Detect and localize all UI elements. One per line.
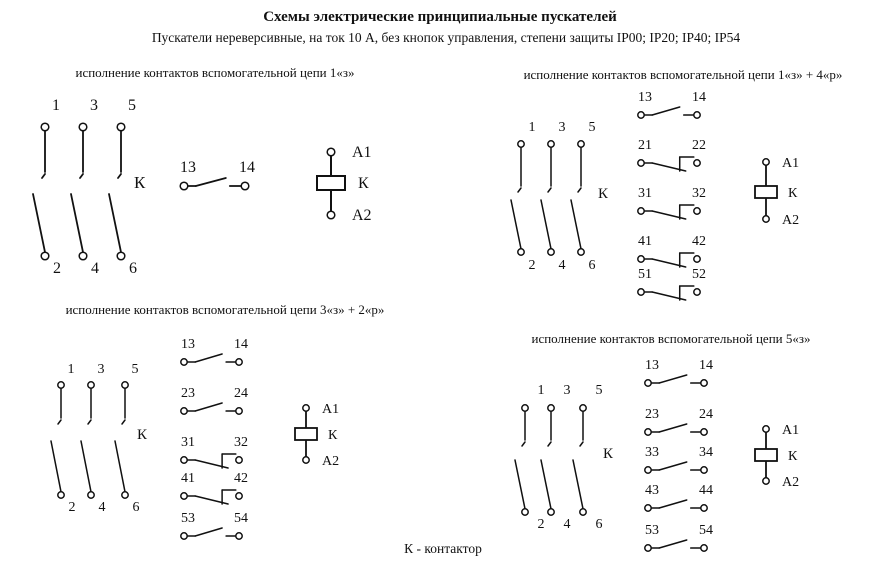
pole-top-number: 3 [90, 97, 98, 114]
aux-no-blade [659, 424, 687, 432]
pole-top-number: 3 [563, 383, 571, 398]
variant-2-caption: исполнение контактов вспомогательной цепи 1«з» + 4«р» [523, 67, 843, 82]
pole-moving-blade [115, 441, 125, 492]
pole-top-number: 1 [67, 362, 75, 377]
terminal [645, 505, 651, 511]
coil-label-a2: А2 [322, 454, 340, 469]
coil-label-k: К [788, 449, 798, 464]
aux-no-blade [659, 540, 687, 548]
pole-moving-blade [571, 200, 581, 249]
variant-2-scheme [511, 90, 799, 300]
terminal [236, 359, 242, 365]
aux-right-number: 54 [699, 523, 713, 538]
aux-right-number: 14 [234, 337, 248, 352]
pole-bottom-number: 2 [537, 517, 545, 532]
terminal [236, 533, 242, 539]
pole-top-number: 5 [128, 97, 136, 114]
terminal [117, 252, 125, 260]
coil-label-k: К [358, 175, 369, 192]
aux-left-number: 13 [180, 159, 196, 176]
terminal [638, 289, 644, 295]
terminal [180, 182, 188, 190]
aux-right-number: 42 [692, 234, 706, 249]
aux-left-number: 21 [638, 138, 652, 153]
coil-label-a2: А2 [782, 213, 800, 228]
pole-bottom-number: 6 [129, 260, 137, 277]
terminal [41, 252, 49, 260]
terminal [181, 533, 187, 539]
aux-left-number: 33 [645, 445, 659, 460]
aux-left-number: 51 [638, 267, 652, 282]
aux-right-number: 14 [692, 90, 706, 105]
terminal [645, 380, 651, 386]
coil-label-a2: А2 [782, 475, 800, 490]
terminal [548, 249, 554, 255]
terminal [580, 509, 586, 515]
terminal [701, 467, 707, 473]
terminal [58, 382, 64, 388]
aux-right-number: 42 [234, 471, 248, 486]
contactor-label: К [137, 427, 148, 443]
pole-bottom-number: 4 [563, 517, 571, 532]
terminal [548, 141, 554, 147]
terminal [645, 467, 651, 473]
pole-contact-tip [548, 188, 551, 192]
aux-right-number: 44 [699, 483, 713, 498]
terminal [694, 112, 700, 118]
terminal [694, 208, 700, 214]
aux-no-blade [195, 528, 222, 536]
terminal [522, 509, 528, 515]
contactor-label: К [598, 186, 609, 202]
pole-bottom-number: 6 [595, 517, 603, 532]
pole-contact-tip [118, 174, 121, 178]
aux-right-number: 54 [234, 511, 248, 526]
terminal [763, 159, 769, 165]
terminal [41, 123, 49, 131]
pole-bottom-number: 4 [558, 258, 566, 273]
terminal [694, 289, 700, 295]
aux-right-number: 14 [699, 358, 713, 373]
terminal [701, 380, 707, 386]
pole-moving-blade [33, 194, 45, 252]
coil-body [755, 186, 777, 198]
terminal [763, 478, 769, 484]
pole-top-number: 3 [97, 362, 105, 377]
terminal [645, 545, 651, 551]
aux-no-blade [659, 375, 687, 383]
variant-4-scheme [515, 358, 799, 551]
pole-contact-tip [518, 188, 521, 192]
terminal [701, 545, 707, 551]
terminal [645, 429, 651, 435]
terminal [638, 160, 644, 166]
aux-right-number: 34 [699, 445, 713, 460]
pole-bottom-number: 4 [91, 260, 99, 277]
aux-left-number: 13 [181, 337, 195, 352]
aux-left-number: 41 [181, 471, 195, 486]
pole-moving-blade [511, 200, 521, 249]
terminal [694, 256, 700, 262]
pole-moving-blade [109, 194, 121, 252]
variant-1-caption: исполнение контактов вспомогательной цепи 1«з» [75, 65, 355, 80]
aux-nc-blade [652, 211, 686, 219]
pole-bottom-number: 2 [68, 500, 76, 515]
pole-moving-blade [81, 441, 91, 492]
terminal [701, 429, 707, 435]
aux-right-number: 22 [692, 138, 706, 153]
variant-4-caption: исполнение контактов вспомогательной цепи 5«з» [531, 331, 811, 346]
aux-left-number: 53 [645, 523, 659, 538]
aux-no-blade [195, 403, 222, 411]
terminal [236, 408, 242, 414]
terminal [327, 148, 335, 156]
pole-top-number: 1 [537, 383, 545, 398]
aux-right-number: 32 [234, 435, 248, 450]
contactor-label: К [134, 173, 146, 192]
aux-no-blade [659, 462, 687, 470]
terminal [580, 405, 586, 411]
coil-label-a1: А1 [352, 144, 372, 161]
aux-left-number: 31 [181, 435, 195, 450]
terminal [518, 141, 524, 147]
pole-moving-blade [515, 460, 525, 509]
aux-nc-blade [652, 259, 686, 267]
aux-left-number: 41 [638, 234, 652, 249]
pole-bottom-number: 2 [528, 258, 536, 273]
terminal [79, 123, 87, 131]
terminal [327, 211, 335, 219]
coil-label-k: К [328, 428, 338, 443]
pole-contact-tip [88, 420, 91, 424]
aux-left-number: 23 [645, 407, 659, 422]
terminal [117, 123, 125, 131]
aux-left-number: 13 [645, 358, 659, 373]
pole-top-number: 5 [595, 383, 603, 398]
variant-1-scheme [33, 97, 372, 277]
aux-nc-blade [195, 460, 228, 468]
pole-contact-tip [578, 188, 581, 192]
pole-moving-blade [541, 200, 551, 249]
pole-contact-tip [548, 442, 551, 446]
coil-body [317, 176, 345, 190]
terminal [638, 112, 644, 118]
aux-nc-blade [652, 163, 686, 171]
aux-nc-blade [652, 292, 686, 300]
coil-label-a1: А1 [322, 402, 340, 417]
pole-moving-blade [573, 460, 583, 509]
coil-body [295, 428, 317, 440]
pole-bottom-number: 4 [98, 500, 106, 515]
aux-no-blade [659, 500, 687, 508]
terminal [58, 492, 64, 498]
aux-right-number: 24 [699, 407, 713, 422]
terminal [548, 405, 554, 411]
pole-contact-tip [522, 442, 525, 446]
pole-bottom-number: 2 [53, 260, 61, 277]
pole-moving-blade [51, 441, 61, 492]
pole-contact-tip [58, 420, 61, 424]
coil-label-a1: А1 [782, 156, 800, 171]
aux-right-number: 14 [239, 159, 255, 176]
diagram-title: Схемы электрические принципиальные пускателей [263, 9, 617, 25]
terminal [548, 509, 554, 515]
terminal [303, 457, 309, 463]
aux-right-number: 32 [692, 186, 706, 201]
coil-label-a2: А2 [352, 207, 372, 224]
terminal [122, 382, 128, 388]
terminal [578, 141, 584, 147]
terminal [694, 160, 700, 166]
terminal [522, 405, 528, 411]
pole-top-number: 5 [588, 120, 596, 135]
pole-top-number: 1 [528, 120, 536, 135]
variant-3-caption: исполнение контактов вспомогательной цепи 3«з» + 2«р» [65, 302, 385, 317]
terminal [638, 256, 644, 262]
terminal [701, 505, 707, 511]
pole-top-number: 1 [52, 97, 60, 114]
pole-contact-tip [42, 174, 45, 178]
terminal [763, 426, 769, 432]
aux-right-number: 24 [234, 386, 248, 401]
coil-body [755, 449, 777, 461]
aux-left-number: 53 [181, 511, 195, 526]
terminal [303, 405, 309, 411]
pole-bottom-number: 6 [588, 258, 596, 273]
aux-left-number: 23 [181, 386, 195, 401]
aux-nc-blade [195, 496, 228, 504]
pole-bottom-number: 6 [132, 500, 140, 515]
contactor-label: К [603, 446, 614, 462]
terminal [236, 457, 242, 463]
terminal [122, 492, 128, 498]
pole-top-number: 3 [558, 120, 566, 135]
pole-moving-blade [541, 460, 551, 509]
aux-no-blade [195, 354, 222, 362]
terminal [88, 492, 94, 498]
terminal [236, 493, 242, 499]
terminal [79, 252, 87, 260]
diagram-subtitle: Пускатели нереверсивные, на ток 10 А, без кнопок управления, степени защиты IP00; IP20; IP40; IP54 [151, 30, 741, 45]
terminal [518, 249, 524, 255]
terminal [241, 182, 249, 190]
aux-left-number: 43 [645, 483, 659, 498]
pole-top-number: 5 [131, 362, 139, 377]
pole-contact-tip [122, 420, 125, 424]
aux-left-number: 13 [638, 90, 652, 105]
aux-no-blade [196, 178, 226, 186]
terminal [88, 382, 94, 388]
terminal [181, 493, 187, 499]
terminal [578, 249, 584, 255]
pole-contact-tip [80, 174, 83, 178]
coil-label-k: К [788, 186, 798, 201]
aux-right-number: 52 [692, 267, 706, 282]
terminal [638, 208, 644, 214]
variant-3-scheme [51, 337, 339, 539]
pole-contact-tip [580, 442, 583, 446]
terminal [763, 216, 769, 222]
pole-moving-blade [71, 194, 83, 252]
aux-no-blade [652, 107, 680, 115]
legend-note: К - контактор [404, 541, 482, 556]
terminal [181, 359, 187, 365]
terminal [181, 408, 187, 414]
aux-left-number: 31 [638, 186, 652, 201]
coil-label-a1: А1 [782, 423, 800, 438]
terminal [181, 457, 187, 463]
